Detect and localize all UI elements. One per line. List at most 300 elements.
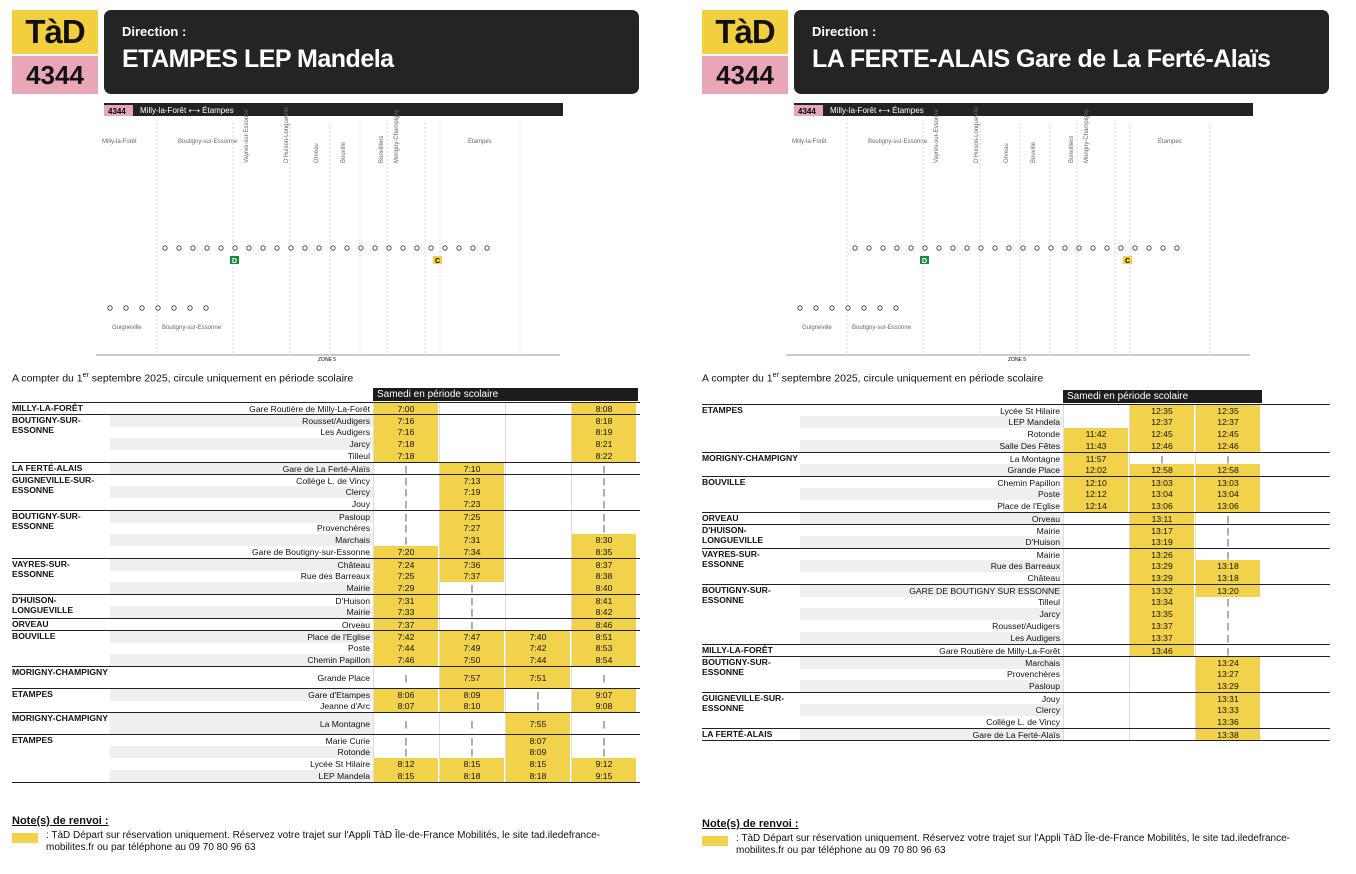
time-cell — [505, 450, 570, 462]
stop-name: La Montagne — [110, 713, 373, 735]
map-stop-dot — [457, 246, 461, 250]
time-cell: 13:18 — [1195, 560, 1260, 572]
stop-name: Les Audigers — [320, 427, 370, 437]
time-cell: 7:34 — [439, 546, 504, 558]
time-cell: 12:35 — [1129, 405, 1194, 417]
table-row — [12, 700, 640, 712]
time-cell: 7:25 — [373, 570, 438, 582]
time-cell: 8:09 — [505, 746, 570, 758]
commune-name: MORIGNY-CHAMPIGNY — [12, 713, 108, 723]
direction-label: Direction : — [812, 24, 877, 39]
direction-name: LA FERTE-ALAIS Gare de La Ferté-Alaïs — [812, 45, 1271, 73]
map-commune-label: Étampes — [468, 139, 492, 145]
time-cell: 7:36 — [439, 559, 504, 571]
table-row — [702, 404, 1330, 416]
time-cell: | — [373, 735, 438, 747]
commune-name: LA FERTÉ-ALAIS — [12, 463, 108, 473]
map-commune-label: Milly-la-Forêt — [792, 139, 827, 145]
stop-name: Place de l'Eglise — [997, 501, 1060, 511]
time-cell — [1129, 680, 1194, 692]
map-stop-dot — [108, 306, 112, 310]
time-cell: 7:42 — [373, 631, 438, 643]
time-cell: 8:07 — [373, 700, 438, 712]
table-row — [12, 770, 640, 782]
map-stop-dot — [156, 306, 160, 310]
bus-c-label: C — [435, 258, 441, 265]
time-cell: 13:26 — [1129, 549, 1194, 561]
time-cell: 12:37 — [1129, 416, 1194, 428]
map-zone-label: ZONE 5 — [318, 357, 337, 363]
table-row — [702, 476, 1330, 488]
time-cell: 7:44 — [505, 654, 570, 666]
time-cell: | — [373, 463, 438, 475]
map-stop-dot — [993, 246, 997, 250]
time-cell — [1063, 416, 1128, 428]
map-stop-dot — [1021, 246, 1025, 250]
time-cell: 13:37 — [1129, 620, 1194, 632]
map-stop-dot — [1007, 246, 1011, 250]
time-cell: 7:55 — [505, 713, 570, 735]
timetable-panel-la-ferte-alais — [690, 0, 1330, 874]
time-cell — [1129, 668, 1194, 680]
map-commune-label: Vayres-sur-Essonne — [934, 109, 940, 163]
commune-name: D'HUISON-LONGUEVILLE — [702, 525, 798, 545]
map-stop-dot — [219, 246, 223, 250]
line-number-badge: 4344 — [12, 56, 98, 94]
time-cell: | — [571, 498, 636, 510]
commune-name: BOUTIGNY-SUR-ESSONNE — [702, 657, 798, 677]
time-cell: 7:37 — [439, 570, 504, 582]
time-cell — [505, 546, 570, 558]
map-stop-dot — [830, 306, 834, 310]
table-row — [12, 402, 640, 414]
time-cell: 7:27 — [439, 522, 504, 534]
time-cell — [1063, 536, 1128, 548]
map-stop-dot — [814, 306, 818, 310]
map-stop-dot — [163, 246, 167, 250]
intro-rest: septembre 2025, circule uniquement en période scolaire — [778, 372, 1044, 385]
time-cell — [505, 522, 570, 534]
time-cell: 8:35 — [571, 546, 636, 558]
time-cell: 7:33 — [373, 606, 438, 618]
map-commune-label: Étampes — [1158, 139, 1182, 145]
stop-name: Lycée St Hilaire — [1000, 406, 1060, 416]
table-row — [702, 464, 1330, 476]
timetable-panel-etampes — [0, 0, 640, 874]
time-cell — [505, 606, 570, 618]
time-cell: 12:45 — [1129, 428, 1194, 440]
map-stop-dot — [233, 246, 237, 250]
reservation-swatch — [12, 833, 38, 843]
table-row — [12, 546, 640, 558]
time-cell: | — [1195, 513, 1260, 525]
table-row — [702, 632, 1330, 644]
intro-sup: er — [82, 372, 89, 379]
line-number-badge: 4344 — [702, 56, 788, 94]
direction-banner — [104, 10, 639, 94]
time-cell: | — [1195, 608, 1260, 620]
table-row — [12, 688, 640, 700]
time-cell — [505, 582, 570, 594]
stop-name: Pasloup — [800, 680, 1063, 692]
reservation-swatch — [702, 836, 728, 846]
time-cell: 8:42 — [571, 606, 636, 618]
time-cell: 12:14 — [1063, 500, 1128, 512]
table-row — [12, 582, 640, 594]
stop-name: Chemin Papillon — [110, 654, 373, 666]
time-cell: 12:02 — [1063, 464, 1128, 476]
table-row — [12, 666, 640, 688]
time-cell: | — [571, 713, 636, 735]
map-stop-dot — [140, 306, 144, 310]
map-stop-dot — [1035, 246, 1039, 250]
time-cell: 7:25 — [439, 511, 504, 523]
map-stop-dot — [172, 306, 176, 310]
time-cell: 12:45 — [1195, 428, 1260, 440]
time-cell: | — [571, 735, 636, 747]
map-commune-label: Vayres-sur-Essonne — [244, 109, 250, 163]
time-cell — [1063, 632, 1128, 644]
rer-d-label: D — [232, 258, 238, 265]
time-cell: 13:32 — [1129, 585, 1194, 597]
commune-name: MORIGNY-CHAMPIGNY — [12, 667, 108, 677]
time-cell: 12:46 — [1195, 440, 1260, 452]
time-cell — [505, 498, 570, 510]
stop-name: Place de l'Eglise — [110, 631, 373, 643]
commune-name: ETAMPES — [12, 735, 108, 745]
time-cell — [1063, 560, 1128, 572]
map-route-label: Milly-la-Forêt ⟷ Étampes — [140, 106, 234, 115]
commune-name: BOUTIGNY-SUR-ESSONNE — [702, 585, 798, 605]
time-cell: 8:18 — [571, 415, 636, 427]
stop-name: Marie Curie — [325, 736, 370, 746]
map-stop-dot — [853, 246, 857, 250]
time-cell: 9:08 — [571, 700, 636, 712]
intro-text: A compter du 1 — [702, 372, 773, 385]
time-cell: 7:31 — [439, 534, 504, 546]
stop-name: Gare d'Etampes — [110, 689, 373, 701]
time-cell: 7:49 — [439, 642, 504, 654]
table-row — [12, 618, 640, 630]
stop-name: Rue des Barreaux — [300, 571, 370, 581]
commune-name: BOUTIGNY-SUR-ESSONNE — [12, 415, 108, 435]
route-map — [780, 103, 1258, 365]
table-row — [702, 440, 1330, 452]
map-stop-dot — [401, 246, 405, 250]
stop-name: Tilleul — [1037, 597, 1060, 607]
time-cell: 12:10 — [1063, 477, 1128, 489]
map-bottom-commune: Boutigny-sur-Essonne — [852, 325, 912, 331]
map-stop-dot — [1063, 246, 1067, 250]
notes-section — [12, 815, 601, 853]
table-row — [12, 654, 640, 666]
intro-text: A compter du 1 — [12, 372, 83, 385]
stop-name: D'Huison — [800, 536, 1063, 548]
map-commune-label: Bouville — [1031, 141, 1037, 163]
table-row — [12, 462, 640, 474]
time-cell: | — [1195, 645, 1260, 657]
time-cell: 13:38 — [1195, 729, 1260, 741]
time-cell: 8:06 — [373, 689, 438, 701]
time-cell: 8:40 — [571, 582, 636, 594]
map-stop-dot — [867, 246, 871, 250]
stop-name: Gare de La Ferté-Alaïs — [110, 463, 373, 475]
direction-label: Direction : — [122, 24, 187, 39]
commune-name: ETAMPES — [12, 689, 108, 699]
stop-name: Collège L. de Vincy — [296, 476, 370, 486]
table-row — [702, 512, 1330, 524]
commune-name: GUIGNEVILLE-SUR-ESSONNE — [12, 475, 108, 495]
map-stop-dot — [894, 306, 898, 310]
map-stop-dot — [1105, 246, 1109, 250]
time-cell — [439, 426, 504, 438]
time-cell: | — [373, 534, 438, 546]
time-cell: | — [373, 667, 438, 689]
table-row — [702, 644, 1330, 656]
time-cell: 7:46 — [373, 654, 438, 666]
time-cell: | — [505, 700, 570, 712]
time-cell: 7:42 — [505, 642, 570, 654]
stop-name: Gare Routière de Milly-La-Forêt — [249, 404, 370, 414]
time-cell: 7:10 — [439, 463, 504, 475]
stop-name: Gare de Boutigny-sur-Essonne — [252, 547, 370, 557]
time-cell: 8:46 — [571, 619, 636, 631]
commune-name: BOUVILLE — [702, 477, 798, 487]
time-cell — [505, 486, 570, 498]
stop-name: Rousset/Audigers — [992, 621, 1060, 631]
time-cell: 8:18 — [439, 770, 504, 782]
time-cell: 8:38 — [571, 570, 636, 582]
stop-name: Mairie — [110, 582, 373, 594]
map-stop-dot — [303, 246, 307, 250]
map-stop-dot — [895, 246, 899, 250]
time-cell: | — [1195, 525, 1260, 537]
commune-name: VAYRES-SUR-ESSONNE — [12, 559, 108, 579]
stop-name: Rotonde — [1027, 429, 1060, 439]
commune-name: ORVEAU — [702, 513, 798, 523]
map-commune-label: Boutigny-sur-Essonne — [868, 139, 928, 145]
time-cell — [1063, 716, 1128, 728]
time-cell: 7:51 — [505, 667, 570, 689]
stop-name: Gare de La Ferté-Alaïs — [800, 729, 1063, 741]
time-cell: 12:46 — [1129, 440, 1194, 452]
time-cell: 11:43 — [1063, 440, 1128, 452]
schedule-header: Samedi en période scolaire — [373, 388, 638, 401]
time-cell: | — [373, 522, 438, 534]
time-cell: | — [571, 463, 636, 475]
time-cell: 8:15 — [373, 770, 438, 782]
map-stop-dot — [443, 246, 447, 250]
map-stop-dot — [317, 246, 321, 250]
service-intro — [12, 372, 353, 385]
map-commune-label: D'Huison-Longueville — [974, 106, 980, 163]
intro-rest: septembre 2025, circule uniquement en période scolaire — [88, 372, 354, 385]
map-commune-label: Orveau — [314, 143, 320, 163]
map-stop-dot — [247, 246, 251, 250]
map-bottom-commune: Guigneville — [112, 325, 142, 331]
stop-name: Rousset/Audigers — [110, 415, 373, 427]
time-cell — [505, 426, 570, 438]
stop-name: Orveau — [800, 513, 1063, 525]
table-row — [12, 758, 640, 770]
map-stop-dot — [979, 246, 983, 250]
stop-name: Mairie — [1036, 550, 1060, 560]
stop-name: Grande Place — [800, 464, 1063, 476]
time-cell: 7:37 — [373, 619, 438, 631]
commune-name: GUIGNEVILLE-SUR-ESSONNE — [702, 693, 798, 713]
time-cell: 7:24 — [373, 559, 438, 571]
time-cell: 13:31 — [1195, 693, 1260, 705]
commune-name: MILLY-LA-FORÊT — [702, 645, 798, 655]
time-cell: 13:29 — [1129, 572, 1194, 584]
time-cell: | — [1195, 596, 1260, 608]
map-route-label: Milly-la-Forêt ⟷ Étampes — [830, 106, 924, 115]
time-cell: | — [1195, 620, 1260, 632]
stop-name: Mairie — [110, 606, 373, 618]
service-intro — [702, 372, 1043, 385]
commune-name: BOUVILLE — [12, 631, 108, 641]
route-map — [90, 103, 568, 365]
stop-name: Tilleul — [347, 451, 370, 461]
map-stop-dot — [289, 246, 293, 250]
time-cell: 13:34 — [1129, 596, 1194, 608]
map-stop-dot — [1175, 246, 1179, 250]
map-stop-dot — [331, 246, 335, 250]
table-row — [12, 734, 640, 746]
time-cell — [439, 450, 504, 462]
stop-name: Jeanne d'Arc — [320, 701, 370, 711]
map-line-number: 4344 — [798, 107, 816, 116]
time-cell: 8:19 — [571, 426, 636, 438]
time-cell: 12:58 — [1129, 464, 1194, 476]
direction-banner — [794, 10, 1329, 94]
time-cell: 8:15 — [505, 758, 570, 770]
time-cell: | — [571, 667, 636, 689]
map-stop-dot — [177, 246, 181, 250]
stop-name: D'Huison — [335, 596, 370, 606]
map-stop-dot — [485, 246, 489, 250]
time-cell: 7:19 — [439, 486, 504, 498]
time-cell: 8:08 — [571, 403, 636, 415]
time-cell: 7:29 — [373, 582, 438, 594]
bus-c-label: C — [1125, 258, 1131, 265]
time-cell — [505, 570, 570, 582]
time-cell: | — [373, 498, 438, 510]
time-cell — [1063, 668, 1128, 680]
time-cell: 8:37 — [571, 559, 636, 571]
map-stop-dot — [359, 246, 363, 250]
time-cell: | — [1195, 549, 1260, 561]
map-stop-dot — [1147, 246, 1151, 250]
table-row — [702, 608, 1330, 620]
map-line-number: 4344 — [108, 107, 126, 116]
commune-name: D'HUISON-LONGUEVILLE — [12, 595, 108, 615]
stop-name: Pasloup — [110, 511, 373, 523]
time-cell: 8:30 — [571, 534, 636, 546]
map-stop-dot — [275, 246, 279, 250]
time-cell: 7:16 — [373, 426, 438, 438]
table-row — [702, 680, 1330, 692]
time-cell: | — [439, 735, 504, 747]
stop-name: Château — [110, 559, 373, 571]
time-cell: | — [373, 511, 438, 523]
time-cell: 7:18 — [373, 438, 438, 450]
time-cell: 7:13 — [439, 475, 504, 487]
time-cell: | — [571, 486, 636, 498]
time-cell: 8:51 — [571, 631, 636, 643]
time-cell: | — [1129, 453, 1194, 465]
map-stop-dot — [204, 306, 208, 310]
time-cell: 13:35 — [1129, 608, 1194, 620]
map-stop-dot — [878, 306, 882, 310]
map-stop-dot — [345, 246, 349, 250]
stop-name: LEP Mandela — [800, 416, 1063, 428]
map-stop-dot — [965, 246, 969, 250]
map-stop-dot — [1091, 246, 1095, 250]
map-stop-dot — [261, 246, 265, 250]
time-cell: | — [439, 606, 504, 618]
stop-name: Rotonde — [110, 746, 373, 758]
map-stop-dot — [881, 246, 885, 250]
map-stop-dot — [429, 246, 433, 250]
route-map-svg — [780, 103, 1258, 365]
time-cell: | — [1195, 453, 1260, 465]
table-bottom-rule — [12, 782, 640, 783]
time-cell: 8:21 — [571, 438, 636, 450]
map-stop-dot — [951, 246, 955, 250]
time-cell: 7:23 — [439, 498, 504, 510]
time-cell: 13:46 — [1129, 645, 1194, 657]
time-cell — [505, 534, 570, 546]
time-cell: 13:17 — [1129, 525, 1194, 537]
time-cell: | — [1195, 632, 1260, 644]
map-stop-dot — [923, 246, 927, 250]
table-row — [702, 452, 1330, 464]
table-row — [12, 630, 640, 642]
time-cell: 7:18 — [373, 450, 438, 462]
map-stop-dot — [471, 246, 475, 250]
time-cell: | — [571, 746, 636, 758]
rer-d-label: D — [922, 258, 928, 265]
stop-name: Clercy — [800, 704, 1063, 716]
time-cell: 9:12 — [571, 758, 636, 770]
time-cell — [1063, 704, 1128, 716]
commune-name: ORVEAU — [12, 619, 108, 629]
time-cell: 8:22 — [571, 450, 636, 462]
map-stop-dot — [373, 246, 377, 250]
tad-logo: TàD — [12, 10, 98, 54]
time-cell: 8:07 — [505, 735, 570, 747]
table-row — [12, 712, 640, 734]
map-bottom-commune: Guigneville — [802, 325, 832, 331]
stop-name: Clercy — [110, 486, 373, 498]
stop-name: Poste — [800, 488, 1063, 500]
map-commune-label: Morigny-Champigny — [1084, 109, 1090, 163]
stop-name: Salle Des Fêtes — [800, 440, 1063, 452]
time-cell: | — [439, 713, 504, 735]
time-cell — [439, 438, 504, 450]
time-cell: 7:31 — [373, 595, 438, 607]
table-row — [12, 746, 640, 758]
time-cell: 7:00 — [373, 403, 438, 415]
schedule-header: Samedi en période scolaire — [1063, 390, 1262, 403]
time-cell: | — [373, 713, 438, 735]
stop-name: Jarcy — [110, 438, 373, 450]
map-commune-label: D'Huison-Longueville — [284, 106, 290, 163]
time-cell: | — [373, 486, 438, 498]
time-cell: 8:41 — [571, 595, 636, 607]
time-cell: 8:18 — [505, 770, 570, 782]
